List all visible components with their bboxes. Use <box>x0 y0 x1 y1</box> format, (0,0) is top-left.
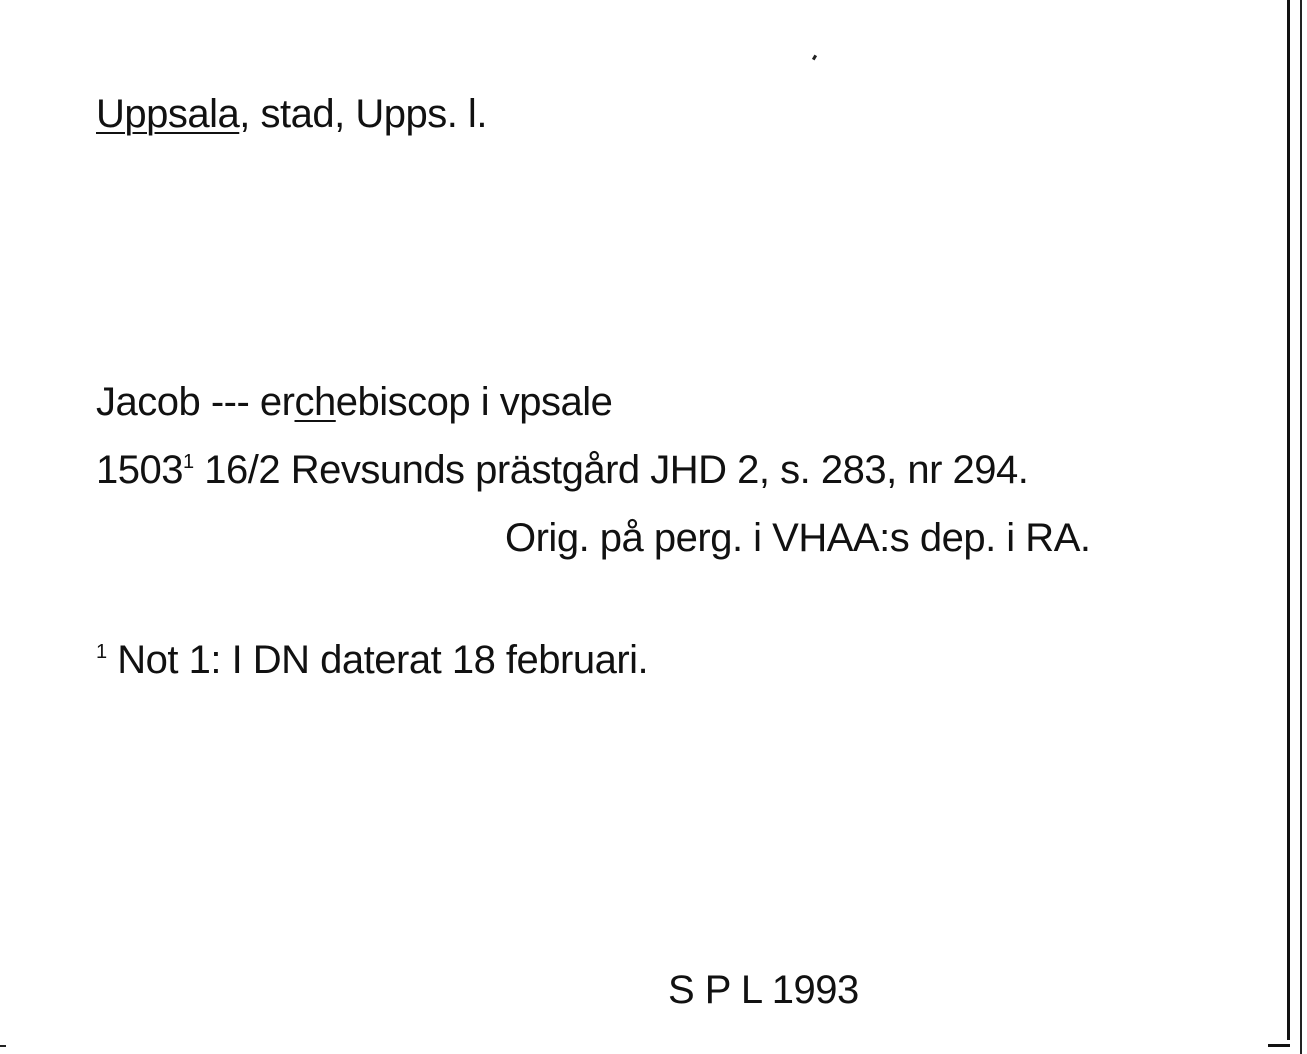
scan-speck <box>812 55 817 61</box>
corner-mark <box>1268 1044 1290 1047</box>
date-reference-text: 16/2 Revsunds prästgård JHD 2, s. 283, nr 294. <box>193 448 1029 492</box>
source-note: Orig. på perg. i VHAA:s dep. i RA. <box>505 516 1091 560</box>
place-details: , stad, Upps. l. <box>239 92 487 136</box>
name-entry-underlined: ch <box>294 380 336 424</box>
date-reference <box>96 446 1028 494</box>
name-entry-start: Jacob --- er <box>96 380 295 424</box>
footnote-text: Not 1: I DN daterat 18 februari. <box>106 638 649 682</box>
scan-border-line <box>1300 0 1302 1054</box>
signature: S P L 1993 <box>668 968 859 1012</box>
place-name: Uppsala <box>96 92 240 136</box>
card-heading <box>96 90 487 138</box>
footnote-marker: 1 <box>96 641 107 663</box>
name-entry <box>96 378 612 426</box>
footnote-reference: 1 <box>182 451 194 473</box>
name-entry-end: ebiscop i vpsale <box>335 380 613 424</box>
footnote <box>96 636 648 684</box>
card-edge-line <box>1287 0 1290 1040</box>
date-year: 1503 <box>96 448 183 492</box>
edge-tick <box>0 1045 6 1047</box>
